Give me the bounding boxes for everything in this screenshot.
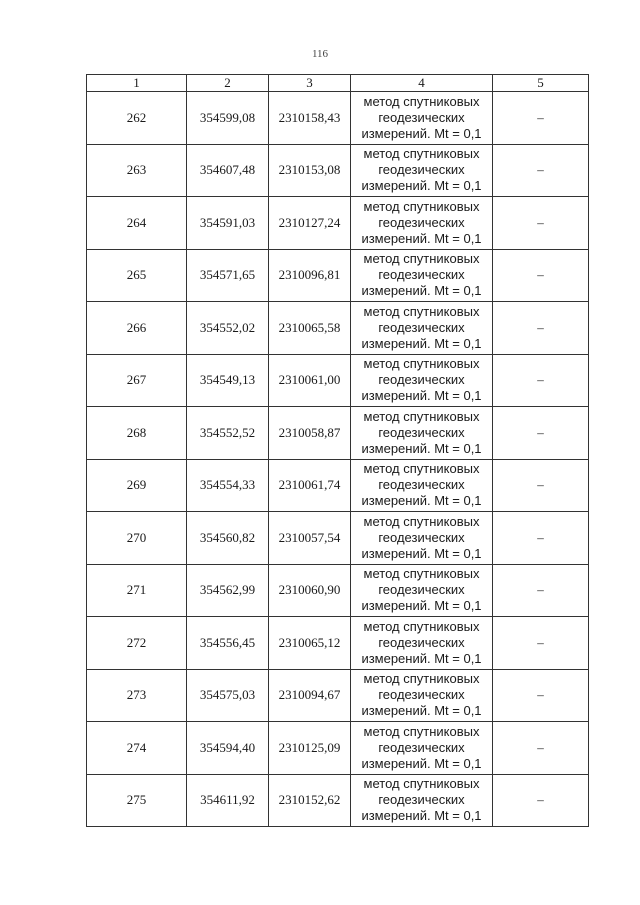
method-line: геодезических — [378, 477, 465, 493]
point-number-cell: 272 — [87, 617, 187, 670]
y-coordinate-cell: 2310094,67 — [269, 669, 351, 722]
method-line: геодезических — [378, 109, 465, 125]
table-row — [87, 197, 589, 250]
x-coordinate-cell: 354575,03 — [187, 669, 269, 722]
note-cell: – — [493, 407, 589, 460]
x-coordinate-cell: 354571,65 — [187, 249, 269, 302]
table-row — [87, 144, 589, 197]
point-number-cell: 270 — [87, 512, 187, 565]
method-line: измерений. Mt = 0,1 — [361, 598, 482, 614]
method-cell — [351, 354, 493, 407]
x-coordinate-cell: 354611,92 — [187, 774, 269, 827]
y-coordinate-cell: 2310125,09 — [269, 722, 351, 775]
point-number-cell: 263 — [87, 144, 187, 197]
method-cell — [351, 512, 493, 565]
column-header-5: 5 — [493, 75, 589, 92]
point-number-cell: 275 — [87, 774, 187, 827]
method-line: измерений. Mt = 0,1 — [361, 283, 482, 299]
method-line: измерений. Mt = 0,1 — [361, 650, 482, 666]
method-cell — [351, 459, 493, 512]
method-cell — [351, 92, 493, 145]
method-cell — [351, 249, 493, 302]
point-number-cell: 266 — [87, 302, 187, 355]
method-line: метод спутниковых — [363, 566, 480, 582]
x-coordinate-cell: 354562,99 — [187, 564, 269, 617]
method-line: метод спутниковых — [363, 356, 480, 372]
method-line: метод спутниковых — [363, 461, 480, 477]
method-line: измерений. Mt = 0,1 — [361, 703, 482, 719]
method-cell — [351, 669, 493, 722]
note-cell: – — [493, 354, 589, 407]
method-cell — [351, 564, 493, 617]
method-cell — [351, 144, 493, 197]
x-coordinate-cell: 354549,13 — [187, 354, 269, 407]
method-line: метод спутниковых — [363, 408, 480, 424]
method-cell — [351, 302, 493, 355]
method-line: измерений. Mt = 0,1 — [361, 493, 482, 509]
table-row — [87, 774, 589, 827]
method-line: метод спутниковых — [363, 198, 480, 214]
table-row — [87, 407, 589, 460]
table-row — [87, 459, 589, 512]
method-cell — [351, 407, 493, 460]
note-cell: – — [493, 722, 589, 775]
point-number-cell: 264 — [87, 197, 187, 250]
method-line: измерений. Mt = 0,1 — [361, 178, 482, 194]
method-line: геодезических — [378, 214, 465, 230]
method-line: метод спутниковых — [363, 146, 480, 162]
note-cell: – — [493, 144, 589, 197]
y-coordinate-cell: 2310153,08 — [269, 144, 351, 197]
column-header-2: 2 — [187, 75, 269, 92]
point-number-cell: 274 — [87, 722, 187, 775]
note-cell: – — [493, 302, 589, 355]
x-coordinate-cell: 354599,08 — [187, 92, 269, 145]
method-line: измерений. Mt = 0,1 — [361, 335, 482, 351]
table-row — [87, 92, 589, 145]
method-line: метод спутниковых — [363, 251, 480, 267]
note-cell: – — [493, 249, 589, 302]
method-cell — [351, 197, 493, 250]
table-row — [87, 354, 589, 407]
table-row — [87, 617, 589, 670]
x-coordinate-cell: 354607,48 — [187, 144, 269, 197]
method-line: геодезических — [378, 739, 465, 755]
y-coordinate-cell: 2310127,24 — [269, 197, 351, 250]
method-line: измерений. Mt = 0,1 — [361, 808, 482, 824]
table-row — [87, 249, 589, 302]
note-cell: – — [493, 669, 589, 722]
method-line: метод спутниковых — [363, 723, 480, 739]
method-line: метод спутниковых — [363, 618, 480, 634]
y-coordinate-cell: 2310057,54 — [269, 512, 351, 565]
coordinates-table — [86, 74, 589, 827]
table-row — [87, 302, 589, 355]
method-line: геодезических — [378, 162, 465, 178]
x-coordinate-cell: 354552,02 — [187, 302, 269, 355]
method-cell — [351, 617, 493, 670]
page-number: 116 — [311, 48, 329, 60]
y-coordinate-cell: 2310061,00 — [269, 354, 351, 407]
table-row — [87, 564, 589, 617]
method-line: метод спутниковых — [363, 303, 480, 319]
method-line: измерений. Mt = 0,1 — [361, 230, 482, 246]
method-line: геодезических — [378, 792, 465, 808]
note-cell: – — [493, 92, 589, 145]
method-line: измерений. Mt = 0,1 — [361, 125, 482, 141]
y-coordinate-cell: 2310065,58 — [269, 302, 351, 355]
x-coordinate-cell: 354591,03 — [187, 197, 269, 250]
method-line: измерений. Mt = 0,1 — [361, 388, 482, 404]
method-line: измерений. Mt = 0,1 — [361, 440, 482, 456]
column-header-1: 1 — [87, 75, 187, 92]
table-body — [87, 92, 589, 827]
x-coordinate-cell: 354556,45 — [187, 617, 269, 670]
method-line: метод спутниковых — [363, 513, 480, 529]
method-line: геодезических — [378, 687, 465, 703]
column-header-4: 4 — [351, 75, 493, 92]
method-line: измерений. Mt = 0,1 — [361, 755, 482, 771]
x-coordinate-cell: 354594,40 — [187, 722, 269, 775]
method-line: геодезических — [378, 582, 465, 598]
x-coordinate-cell: 354560,82 — [187, 512, 269, 565]
y-coordinate-cell: 2310065,12 — [269, 617, 351, 670]
method-line: метод спутниковых — [363, 671, 480, 687]
method-line: метод спутниковых — [363, 776, 480, 792]
point-number-cell: 271 — [87, 564, 187, 617]
y-coordinate-cell: 2310061,74 — [269, 459, 351, 512]
y-coordinate-cell: 2310058,87 — [269, 407, 351, 460]
note-cell: – — [493, 564, 589, 617]
table-row — [87, 512, 589, 565]
point-number-cell: 269 — [87, 459, 187, 512]
y-coordinate-cell: 2310152,62 — [269, 774, 351, 827]
method-cell — [351, 722, 493, 775]
x-coordinate-cell: 354554,33 — [187, 459, 269, 512]
point-number-cell: 265 — [87, 249, 187, 302]
note-cell: – — [493, 197, 589, 250]
y-coordinate-cell: 2310158,43 — [269, 92, 351, 145]
table-row — [87, 669, 589, 722]
method-line: геодезических — [378, 424, 465, 440]
column-header-3: 3 — [269, 75, 351, 92]
note-cell: – — [493, 617, 589, 670]
point-number-cell: 273 — [87, 669, 187, 722]
method-line: измерений. Mt = 0,1 — [361, 545, 482, 561]
table-row — [87, 722, 589, 775]
point-number-cell: 268 — [87, 407, 187, 460]
point-number-cell: 267 — [87, 354, 187, 407]
method-line: геодезических — [378, 319, 465, 335]
method-line: геодезических — [378, 529, 465, 545]
table-header-row — [87, 75, 589, 92]
method-cell — [351, 774, 493, 827]
point-number-cell: 262 — [87, 92, 187, 145]
note-cell: – — [493, 512, 589, 565]
method-line: геодезических — [378, 634, 465, 650]
note-cell: – — [493, 459, 589, 512]
method-line: геодезических — [378, 372, 465, 388]
method-line: геодезических — [378, 267, 465, 283]
x-coordinate-cell: 354552,52 — [187, 407, 269, 460]
method-line: метод спутниковых — [363, 93, 480, 109]
note-cell: – — [493, 774, 589, 827]
y-coordinate-cell: 2310096,81 — [269, 249, 351, 302]
y-coordinate-cell: 2310060,90 — [269, 564, 351, 617]
